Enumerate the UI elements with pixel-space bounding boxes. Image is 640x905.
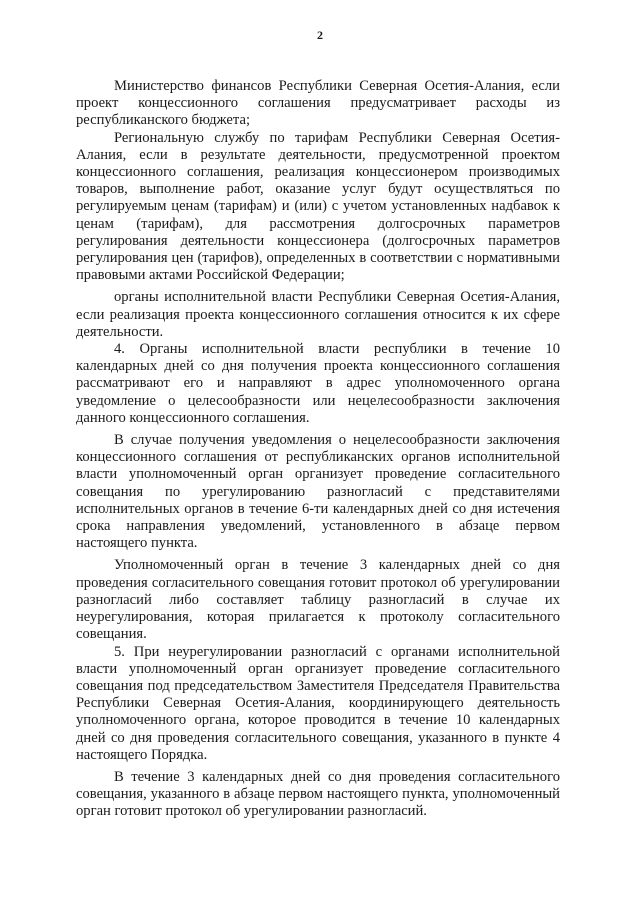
paragraph-protocol: Уполномоченный орган в течение 3 календарных дней со дня проведения согласительного совещания готовит протокол об урегулировании разногласий либо составляет таблицу разногласий в случае их неурегулирования, которая прилагается к протоколу согласительного совещания. (76, 557, 560, 643)
paragraph-executive-bodies: органы исполнительной власти Республики Северная Осетия-Алания, если реализация проекта концессионного соглашения относится к их сфере деятельности. (76, 289, 560, 340)
paragraph-final-protocol: В течение 3 календарных дней со дня проведения согласительного совещания, указанного в абзаце первом настоящего пункта, уполномоченный орган готовит протокол об урегулировании разногласий. (76, 768, 560, 820)
paragraph-item-4: 4. Органы исполнительной власти республики в течение 10 календарных дней со дня получения проекта концессионного соглашения рассматривают его и направляют в адрес уполномоченного органа уведомление о целесообразности или нецелесообразности заключения данного концессионного соглашения. (76, 341, 560, 426)
paragraph-negative-notice: В случае получения уведомления о нецелесообразности заключения концессионного соглашения от республиканских органов исполнительной власти уполномоченный орган организует проведение согласительного совещания по урегулированию разногласий с представителями исполнительных органов в течение 6-ти календарных дней со дня истечения срока направления уведомлений, установленного в абзаце первом настоящего пункта. (76, 432, 560, 552)
document-body (76, 78, 560, 821)
paragraph-ministry-of-finance: Министерство финансов Республики Северная Осетия-Алания, если проект концессионного соглашения предусматривает расходы из республиканского бюджета; (76, 78, 560, 129)
page-number: 2 (317, 28, 323, 42)
paragraph-item-5: 5. При неурегулировании разногласий с органами исполнительной власти уполномоченный орган организует проведение согласительного совещания под председательством Заместителя Председателя Правительства Республики Северная Осетия-Алания, координирующего деятельность уполномоченного органа, которое проводится в течение 10 календарных дней со дня проведения согласительного совещания, указанного в пункте 4 настоящего Порядка. (76, 643, 560, 763)
paragraph-tariff-service: Региональную службу по тарифам Республики Северная Осетия-Алания, если в результате деятельности, предусмотренной проектом концессионного соглашения, реализация концессионером производимых товаров, выполнение работ, оказание услуг будут осуществляться по регулируемым ценам (тарифам) и (или) с учетом установленных надбавок к ценам (тарифам), для рассмотрения долгосрочных параметров регулирования деятельности концессионера (долгосрочных параметров регулирования цен (тарифов), определенных в соответствии с нормативными правовыми актами Российской Федерации; (76, 129, 560, 284)
